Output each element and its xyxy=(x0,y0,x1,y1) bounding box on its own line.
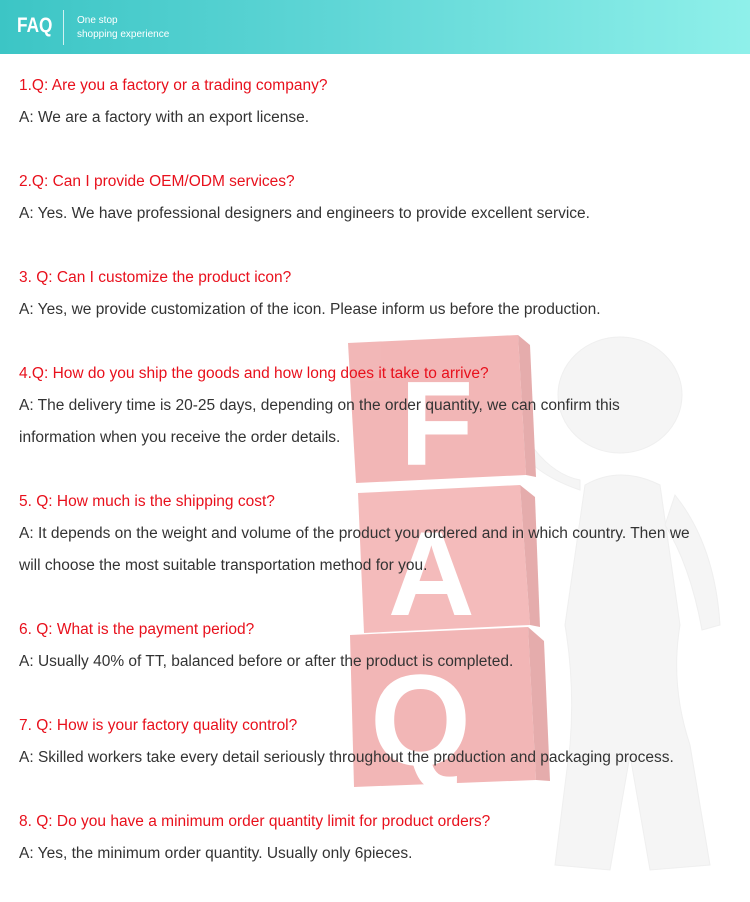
faq-answer: A: Usually 40% of TT, balanced before or after the product is completed. xyxy=(19,653,514,670)
banner-subtitle-line1: One stop xyxy=(77,15,118,26)
faq-answer: A: Yes, the minimum order quantity. Usually only 6pieces. xyxy=(19,845,413,862)
faq-question: 4.Q: How do you ship the goods and how long does it take to arrive? xyxy=(19,365,489,382)
faq-item xyxy=(19,262,729,326)
banner-subtitle-line2: shopping experience xyxy=(77,29,170,40)
banner-divider xyxy=(63,10,64,45)
faq-question: 5. Q: How much is the shipping cost? xyxy=(19,493,275,510)
svg-text:F: F xyxy=(400,357,474,491)
faq-item xyxy=(19,358,729,454)
faq-header-banner xyxy=(0,0,750,54)
svg-text:Q: Q xyxy=(370,647,472,793)
faq-item xyxy=(19,806,729,870)
faq-answer: A: It depends on the weight and volume of the product you ordered and in which country. Then we xyxy=(19,525,690,542)
faq-answer: A: Skilled workers take every detail seriously throughout the production and packaging process. xyxy=(19,749,674,766)
faq-item xyxy=(19,166,729,230)
faq-answer: A: Yes. We have professional designers and engineers to provide excellent service. xyxy=(19,205,590,222)
faq-question: 2.Q: Can I provide OEM/ODM services? xyxy=(19,173,295,190)
faq-answer: A: The delivery time is 20-25 days, depending on the order quantity, we can confirm this xyxy=(19,397,620,414)
banner-title: FAQ xyxy=(17,14,53,37)
faq-question: 8. Q: Do you have a minimum order quantity limit for product orders? xyxy=(19,813,491,830)
faq-item xyxy=(19,710,729,774)
faq-question: 7. Q: How is your factory quality control? xyxy=(19,717,298,734)
faq-item xyxy=(19,70,729,134)
faq-question: 1.Q: Are you a factory or a trading company? xyxy=(19,77,328,94)
faq-answer: A: Yes, we provide customization of the icon. Please inform us before the production. xyxy=(19,301,601,318)
faq-question: 3. Q: Can I customize the product icon? xyxy=(19,269,292,286)
faq-answer-continued: will choose the most suitable transportation method for you. xyxy=(19,557,428,574)
faq-item xyxy=(19,614,729,678)
faq-list xyxy=(19,70,729,902)
faq-question: 6. Q: What is the payment period? xyxy=(19,621,255,638)
faq-answer: A: We are a factory with an export license. xyxy=(19,109,310,126)
faq-answer-continued: information when you receive the order details. xyxy=(19,429,341,446)
faq-item xyxy=(19,486,729,582)
svg-text:A: A xyxy=(388,507,475,641)
